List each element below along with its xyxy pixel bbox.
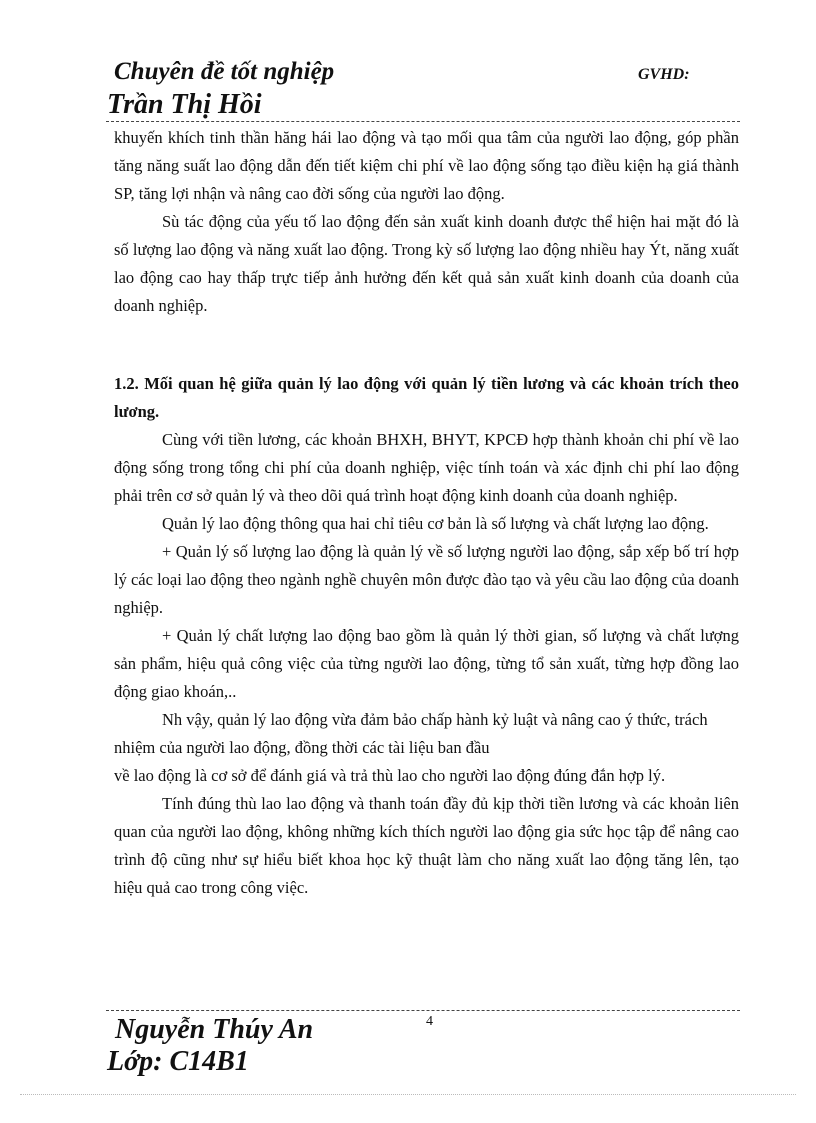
paragraph-5: + Quản lý số lượng lao động là quản lý về số lượng người lao động, sắp xếp bố trí hợp lý các loại lao động theo ngành nghề chuyên môn được đào tạo và yêu cầu lao động của doanh nghiệp. — [114, 542, 739, 617]
advisor-label: GVHD: — [638, 66, 690, 83]
student-name: Nguyễn Thúy An — [115, 1014, 314, 1045]
header-divider — [106, 121, 740, 122]
paragraph-4: Quản lý lao động thông qua hai chỉ tiêu cơ bản là số lượng và chất lượng lao động. — [162, 514, 709, 533]
page-body — [114, 124, 739, 902]
paragraph-8: về lao động là cơ sở để đánh giá và trả thù lao cho người lao động đúng đắn hợp lý. — [114, 766, 666, 785]
paragraph-9: Tính đúng thù lao lao động và thanh toán đầy đủ kịp thời tiền lương và các khoản liên quan của người lao động, không những kích thích người lao động gia sức học tập để nâng cao trình độ cũng như sự hiểu biết khoa học kỹ thuật làm cho năng xuất lao động tăng lên, tạo hiệu quả cao trong công việc. — [114, 794, 739, 897]
class-label: Lớp: C14B1 — [107, 1046, 249, 1077]
paragraph-6: + Quản lý chất lượng lao động bao gồm là quản lý thời gian, số lượng và chất lượng sản phẩm, hiệu quả công việc của từng người lao động, từng tổ sản xuất, từng hợp đồng lao động giao khoán,.. — [114, 626, 739, 701]
document-title: Chuyên đề tốt nghiệp — [114, 58, 335, 85]
paragraph-2: Sù tác động của yếu tố lao động đến sản xuất kinh doanh được thể hiện hai mặt đó là số lượng lao động và năng xuất lao động. Trong kỳ số lượng lao động nhiều hay Ýt, năng xuất lao động cao hay thấp trực tiếp ảnh hưởng đến kết quả sản xuất kinh doanh của doanh của doanh nghiệp. — [114, 212, 739, 315]
footer-divider — [106, 1010, 740, 1011]
paragraph-1: khuyến khích tinh thần hăng hái lao động và tạo mối qua tâm của người lao động, góp phần tăng năng suất lao động dẫn đến tiết kiệm chi phí về lao động sống tạo điều kiện hạ giá thành SP, tăng lợi nhận và nâng cao đời sống của người lao động. — [114, 128, 739, 203]
paragraph-3: Cùng với tiền lương, các khoản BHXH, BHYT, KPCĐ hợp thành khoản chi phí về lao động sống trong tổng chi phí của doanh nghiệp, việc tính toán và xác định chi phí lao động phải trên cơ sở quản lý và theo dõi quá trình hoạt động kinh doanh của doanh nghiệp. — [114, 430, 739, 505]
advisor-name: Trần Thị Hồi — [107, 89, 262, 120]
page-number: 4 — [426, 1014, 433, 1029]
paragraph-7: Nh vậy, quản lý lao động vừa đảm bảo chấp hành kỷ luật và nâng cao ý thức, trách nhiệm của người lao động, đồng thời các tài liệu ban đầu — [114, 710, 708, 757]
section-heading: 1.2. Mối quan hệ giữa quản lý lao động với quản lý tiền lương và các khoản trích theo lương. — [114, 374, 739, 421]
page-edge-line — [20, 1094, 796, 1095]
